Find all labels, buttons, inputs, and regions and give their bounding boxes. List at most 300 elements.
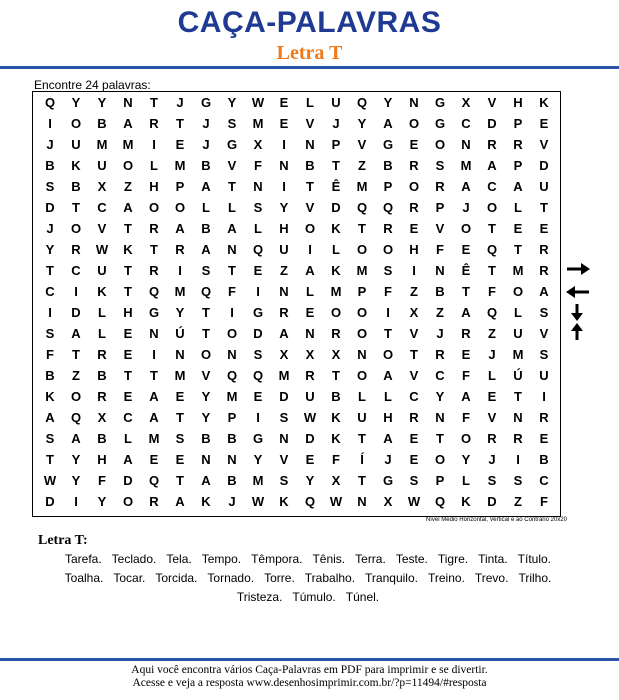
grid-letter[interactable]: R [149, 116, 159, 131]
grid-letter[interactable]: P [357, 284, 367, 299]
grid-letter[interactable]: L [254, 221, 262, 236]
grid-letter[interactable]: B [227, 473, 237, 488]
grid-letter[interactable]: X [97, 410, 107, 425]
grid-letter[interactable]: G [434, 116, 446, 131]
grid-letter[interactable]: B [45, 158, 55, 173]
grid-letter[interactable]: A [383, 368, 393, 383]
grid-letter[interactable]: N [201, 452, 211, 467]
grid-letter[interactable]: Y [461, 452, 471, 467]
grid-letter[interactable]: A [383, 116, 393, 131]
grid-letter[interactable]: J [228, 494, 236, 509]
grid-letter[interactable]: A [539, 284, 549, 299]
grid-letter[interactable]: C [45, 284, 55, 299]
grid-letter[interactable]: E [123, 347, 133, 362]
grid-letter[interactable]: R [461, 326, 471, 341]
grid-letter[interactable]: Q [252, 242, 264, 257]
grid-letter[interactable]: E [305, 305, 315, 320]
grid-letter[interactable]: A [123, 452, 133, 467]
grid-letter[interactable]: O [382, 347, 394, 362]
grid-letter[interactable]: O [122, 158, 134, 173]
grid-letter[interactable]: R [539, 242, 549, 257]
grid-letter[interactable]: O [382, 242, 394, 257]
grid-letter[interactable]: N [357, 494, 367, 509]
grid-letter[interactable]: N [279, 158, 289, 173]
grid-letter[interactable]: C [71, 263, 81, 278]
grid-letter[interactable]: N [305, 137, 315, 152]
grid-letter[interactable]: F [98, 473, 106, 488]
grid-letter[interactable]: S [227, 116, 237, 131]
grid-letter[interactable]: N [175, 347, 185, 362]
grid-letter[interactable]: O [434, 137, 446, 152]
grid-letter[interactable]: E [409, 221, 419, 236]
grid-letter[interactable]: C [123, 410, 133, 425]
grid-letter[interactable]: M [252, 473, 264, 488]
grid-letter[interactable]: T [176, 473, 184, 488]
grid-letter[interactable]: V [97, 221, 107, 236]
grid-letter[interactable]: X [409, 305, 419, 320]
grid-letter[interactable]: R [539, 410, 549, 425]
grid-letter[interactable]: I [48, 116, 52, 131]
grid-letter[interactable]: A [383, 431, 393, 446]
grid-letter[interactable]: R [305, 368, 315, 383]
grid-letter[interactable]: V [305, 116, 315, 131]
grid-letter[interactable]: T [124, 221, 132, 236]
grid-letter[interactable]: E [149, 452, 159, 467]
grid-letter[interactable]: L [306, 284, 314, 299]
grid-letter[interactable]: L [98, 326, 106, 341]
grid-letter[interactable]: E [279, 95, 289, 110]
grid-letter[interactable]: G [252, 431, 264, 446]
grid-letter[interactable]: R [149, 263, 159, 278]
grid-letter[interactable]: T [150, 368, 158, 383]
grid-letter[interactable]: R [149, 494, 159, 509]
grid-letter[interactable]: X [331, 347, 341, 362]
grid-letter[interactable]: S [409, 473, 419, 488]
grid-letter[interactable]: V [201, 368, 211, 383]
grid-letter[interactable]: E [175, 452, 185, 467]
grid-letter[interactable]: N [227, 452, 237, 467]
grid-letter[interactable]: W [251, 95, 265, 110]
grid-letter[interactable]: J [462, 200, 470, 215]
grid-letter[interactable]: K [461, 494, 471, 509]
grid-letter[interactable]: T [514, 389, 522, 404]
grid-letter[interactable]: E [409, 137, 419, 152]
grid-letter[interactable]: Z [436, 305, 444, 320]
grid-letter[interactable]: C [539, 473, 549, 488]
grid-letter[interactable]: F [488, 284, 496, 299]
grid-letter[interactable]: C [97, 200, 107, 215]
grid-letter[interactable]: E [409, 452, 419, 467]
grid-letter[interactable]: K [331, 263, 341, 278]
grid-letter[interactable]: E [539, 221, 549, 236]
grid-letter[interactable]: I [308, 242, 312, 257]
grid-letter[interactable]: E [253, 263, 263, 278]
grid-letter[interactable]: O [330, 305, 342, 320]
grid-letter[interactable]: U [513, 326, 523, 341]
grid-letter[interactable]: V [357, 137, 367, 152]
grid-letter[interactable]: O [70, 389, 82, 404]
grid-letter[interactable]: K [331, 410, 341, 425]
grid-letter[interactable]: E [513, 221, 523, 236]
grid-letter[interactable]: X [97, 179, 107, 194]
grid-letter[interactable]: Q [252, 368, 264, 383]
grid-letter[interactable]: D [279, 389, 289, 404]
grid-letter[interactable]: D [45, 200, 55, 215]
grid-letter[interactable]: M [226, 389, 238, 404]
grid-letter[interactable]: E [409, 431, 419, 446]
grid-letter[interactable]: O [460, 221, 472, 236]
grid-letter[interactable]: H [123, 305, 133, 320]
grid-letter[interactable]: H [383, 410, 393, 425]
grid-letter[interactable]: E [539, 116, 549, 131]
grid-letter[interactable]: M [356, 263, 368, 278]
grid-letter[interactable]: U [279, 242, 289, 257]
grid-letter[interactable]: Ê [331, 179, 341, 194]
grid-letter[interactable]: L [384, 389, 392, 404]
grid-letter[interactable]: M [512, 263, 524, 278]
grid-letter[interactable]: W [407, 494, 421, 509]
grid-letter[interactable]: D [487, 116, 497, 131]
grid-letter[interactable]: R [409, 410, 419, 425]
grid-letter[interactable]: R [175, 242, 185, 257]
grid-letter[interactable]: B [201, 431, 211, 446]
grid-letter[interactable]: Z [488, 326, 496, 341]
grid-letter[interactable]: N [123, 95, 133, 110]
grid-letter[interactable]: Y [435, 389, 445, 404]
grid-letter[interactable]: A [279, 326, 289, 341]
grid-letter[interactable]: A [513, 179, 523, 194]
grid-letter[interactable]: P [175, 179, 185, 194]
grid-letter[interactable]: G [226, 137, 238, 152]
grid-letter[interactable]: A [123, 116, 133, 131]
grid-letter[interactable]: N [279, 431, 289, 446]
grid-letter[interactable]: G [252, 305, 264, 320]
grid-letter[interactable]: N [149, 326, 159, 341]
grid-letter[interactable]: V [305, 200, 315, 215]
grid-letter[interactable]: L [202, 200, 210, 215]
grid-letter[interactable]: A [123, 200, 133, 215]
grid-letter[interactable]: T [514, 242, 522, 257]
grid-letter[interactable]: E [279, 116, 289, 131]
grid-letter[interactable]: U [97, 158, 107, 173]
grid-letter[interactable]: D [45, 494, 55, 509]
grid-letter[interactable]: J [46, 137, 54, 152]
grid-letter[interactable]: L [358, 389, 366, 404]
grid-letter[interactable]: V [539, 137, 549, 152]
grid-letter[interactable]: O [122, 494, 134, 509]
grid-letter[interactable]: I [412, 263, 416, 278]
grid-letter[interactable]: Y [201, 389, 211, 404]
grid-letter[interactable]: T [124, 263, 132, 278]
grid-letter[interactable]: Y [71, 452, 81, 467]
grid-letter[interactable]: Q [148, 473, 160, 488]
grid-letter[interactable]: Q [356, 200, 368, 215]
grid-letter[interactable]: L [306, 95, 314, 110]
grid-letter[interactable]: J [202, 137, 210, 152]
grid-letter[interactable]: T [150, 242, 158, 257]
grid-letter[interactable]: T [228, 179, 236, 194]
grid-letter[interactable]: Y [357, 116, 367, 131]
grid-letter[interactable]: I [516, 452, 520, 467]
grid-letter[interactable]: F [540, 494, 548, 509]
grid-letter[interactable]: L [462, 473, 470, 488]
grid-letter[interactable]: I [256, 410, 260, 425]
grid-letter[interactable]: L [332, 242, 340, 257]
grid-letter[interactable]: Y [253, 452, 263, 467]
grid-letter[interactable]: S [539, 305, 549, 320]
grid-letter[interactable]: U [331, 95, 341, 110]
grid-letter[interactable]: F [384, 284, 392, 299]
grid-letter[interactable]: I [74, 284, 78, 299]
grid-letter[interactable]: H [409, 242, 419, 257]
grid-letter[interactable]: B [201, 158, 211, 173]
grid-letter[interactable]: T [228, 263, 236, 278]
grid-letter[interactable]: V [435, 221, 445, 236]
grid-letter[interactable]: V [539, 326, 549, 341]
grid-letter[interactable]: Q [148, 284, 160, 299]
grid-letter[interactable]: R [149, 221, 159, 236]
grid-letter[interactable]: S [175, 431, 185, 446]
grid-letter[interactable]: L [124, 431, 132, 446]
grid-letter[interactable]: A [487, 158, 497, 173]
grid-letter[interactable]: H [513, 95, 523, 110]
grid-letter[interactable]: P [513, 158, 523, 173]
grid-letter[interactable]: C [487, 179, 497, 194]
grid-letter[interactable]: B [45, 368, 55, 383]
grid-letter[interactable]: R [487, 137, 497, 152]
grid-letter[interactable]: L [514, 200, 522, 215]
grid-letter[interactable]: U [305, 389, 315, 404]
grid-letter[interactable]: A [305, 263, 315, 278]
grid-letter[interactable]: W [251, 494, 265, 509]
grid-letter[interactable]: F [332, 452, 340, 467]
grid-letter[interactable]: L [514, 305, 522, 320]
grid-letter[interactable]: O [70, 221, 82, 236]
grid-letter[interactable]: P [435, 473, 445, 488]
grid-letter[interactable]: A [71, 326, 81, 341]
grid-letter[interactable]: K [201, 494, 211, 509]
grid-letter[interactable]: I [48, 305, 52, 320]
grid-letter[interactable]: R [513, 431, 523, 446]
grid-letter[interactable]: T [358, 431, 366, 446]
grid-letter[interactable]: M [512, 347, 524, 362]
grid-letter[interactable]: Y [45, 242, 55, 257]
grid-letter[interactable]: O [434, 452, 446, 467]
grid-letter[interactable]: D [487, 494, 497, 509]
grid-letter[interactable]: V [409, 368, 419, 383]
grid-letter[interactable]: T [462, 284, 470, 299]
grid-letter[interactable]: Z [72, 368, 80, 383]
grid-letter[interactable]: S [435, 158, 445, 173]
grid-letter[interactable]: B [331, 389, 341, 404]
grid-letter[interactable]: A [45, 410, 55, 425]
grid-letter[interactable]: N [435, 263, 445, 278]
grid-letter[interactable]: O [356, 305, 368, 320]
grid-letter[interactable]: A [201, 473, 211, 488]
grid-letter[interactable]: P [227, 410, 237, 425]
grid-letter[interactable]: O [486, 200, 498, 215]
grid-letter[interactable]: F [462, 410, 470, 425]
grid-letter[interactable]: T [488, 263, 496, 278]
grid-letter[interactable]: B [71, 179, 81, 194]
grid-letter[interactable]: I [230, 305, 234, 320]
grid-letter[interactable]: V [487, 95, 497, 110]
grid-letter[interactable]: S [45, 326, 55, 341]
grid-letter[interactable]: B [97, 116, 107, 131]
grid-letter[interactable]: T [488, 221, 496, 236]
grid-letter[interactable]: W [95, 242, 109, 257]
grid-letter[interactable]: S [253, 347, 263, 362]
grid-letter[interactable]: O [304, 221, 316, 236]
grid-letter[interactable]: S [201, 263, 211, 278]
grid-letter[interactable]: A [175, 221, 185, 236]
grid-letter[interactable]: Q [382, 200, 394, 215]
grid-letter[interactable]: B [305, 158, 315, 173]
grid-letter[interactable]: A [71, 431, 81, 446]
grid-letter[interactable]: A [461, 305, 471, 320]
grid-letter[interactable]: C [409, 389, 419, 404]
grid-letter[interactable]: N [409, 95, 419, 110]
grid-letter[interactable]: B [227, 431, 237, 446]
grid-letter[interactable]: V [409, 326, 419, 341]
grid-letter[interactable]: T [306, 179, 314, 194]
grid-letter[interactable]: T [202, 326, 210, 341]
grid-letter[interactable]: J [488, 452, 496, 467]
grid-letter[interactable]: S [45, 179, 55, 194]
grid-letter[interactable]: O [226, 326, 238, 341]
grid-letter[interactable]: B [97, 431, 107, 446]
grid-letter[interactable]: D [331, 200, 341, 215]
grid-letter[interactable]: I [282, 179, 286, 194]
grid-letter[interactable]: T [124, 284, 132, 299]
grid-letter[interactable]: A [461, 179, 471, 194]
grid-letter[interactable]: R [97, 389, 107, 404]
grid-letter[interactable]: P [513, 116, 523, 131]
grid-letter[interactable]: R [279, 305, 289, 320]
grid-letter[interactable]: E [487, 389, 497, 404]
grid-letter[interactable]: X [461, 95, 471, 110]
grid-letter[interactable]: F [436, 242, 444, 257]
grid-letter[interactable]: L [488, 368, 496, 383]
grid-letter[interactable]: I [282, 137, 286, 152]
grid-letter[interactable]: F [46, 347, 54, 362]
grid-letter[interactable]: W [303, 410, 317, 425]
grid-letter[interactable]: X [383, 494, 393, 509]
grid-letter[interactable]: J [332, 116, 340, 131]
grid-letter[interactable]: S [253, 200, 263, 215]
grid-letter[interactable]: S [513, 473, 523, 488]
grid-letter[interactable]: L [150, 158, 158, 173]
grid-letter[interactable]: G [382, 137, 394, 152]
grid-letter[interactable]: T [124, 368, 132, 383]
grid-letter[interactable]: Y [71, 95, 81, 110]
grid-letter[interactable]: Y [97, 494, 107, 509]
grid-letter[interactable]: Q [434, 494, 446, 509]
grid-letter[interactable]: T [202, 305, 210, 320]
grid-letter[interactable]: I [178, 263, 182, 278]
grid-letter[interactable]: E [123, 389, 133, 404]
grid-letter[interactable]: I [74, 494, 78, 509]
grid-letter[interactable]: Y [227, 95, 237, 110]
grid-letter[interactable]: Q [200, 284, 212, 299]
grid-letter[interactable]: E [123, 326, 133, 341]
grid-letter[interactable]: A [461, 389, 471, 404]
grid-letter[interactable]: H [97, 452, 107, 467]
grid-letter[interactable]: T [332, 158, 340, 173]
grid-letter[interactable]: X [253, 137, 263, 152]
grid-letter[interactable]: N [253, 179, 263, 194]
grid-letter[interactable]: G [434, 95, 446, 110]
grid-letter[interactable]: B [435, 284, 445, 299]
grid-letter[interactable]: H [279, 221, 289, 236]
grid-letter[interactable]: N [227, 347, 237, 362]
grid-letter[interactable]: C [461, 116, 471, 131]
grid-letter[interactable]: M [278, 368, 290, 383]
grid-letter[interactable]: V [227, 158, 237, 173]
grid-letter[interactable]: U [357, 410, 367, 425]
grid-letter[interactable]: D [305, 431, 315, 446]
grid-letter[interactable]: D [253, 326, 263, 341]
grid-letter[interactable]: O [512, 284, 524, 299]
grid-letter[interactable]: Ê [461, 263, 471, 278]
grid-letter[interactable]: Q [44, 95, 56, 110]
grid-letter[interactable]: G [382, 473, 394, 488]
grid-letter[interactable]: I [152, 347, 156, 362]
grid-letter[interactable]: K [331, 431, 341, 446]
grid-letter[interactable]: R [383, 221, 393, 236]
grid-letter[interactable]: Q [226, 368, 238, 383]
grid-letter[interactable]: B [97, 368, 107, 383]
grid-letter[interactable]: T [46, 263, 54, 278]
grid-letter[interactable]: C [435, 368, 445, 383]
grid-letter[interactable]: K [45, 389, 55, 404]
grid-letter[interactable]: K [97, 284, 107, 299]
grid-letter[interactable]: W [43, 473, 57, 488]
grid-letter[interactable]: A [201, 242, 211, 257]
grid-letter[interactable]: Y [175, 305, 185, 320]
grid-letter[interactable]: A [201, 179, 211, 194]
grid-letter[interactable]: O [148, 200, 160, 215]
grid-letter[interactable]: O [200, 347, 212, 362]
grid-letter[interactable]: I [256, 284, 260, 299]
grid-letter[interactable]: Y [71, 473, 81, 488]
grid-letter[interactable]: Z [358, 158, 366, 173]
grid-letter[interactable]: B [539, 452, 549, 467]
grid-letter[interactable]: F [228, 284, 236, 299]
grid-letter[interactable]: A [227, 221, 237, 236]
grid-letter[interactable]: T [358, 221, 366, 236]
grid-letter[interactable]: T [176, 410, 184, 425]
grid-letter[interactable]: X [305, 347, 315, 362]
grid-letter[interactable]: S [383, 263, 393, 278]
grid-letter[interactable]: S [45, 431, 55, 446]
grid-letter[interactable]: Z [124, 179, 132, 194]
grid-letter[interactable]: O [356, 368, 368, 383]
grid-letter[interactable]: H [149, 179, 159, 194]
grid-letter[interactable]: K [331, 221, 341, 236]
grid-letter[interactable]: D [71, 305, 81, 320]
grid-letter[interactable]: I [386, 305, 390, 320]
grid-letter[interactable]: N [227, 242, 237, 257]
grid-letter[interactable]: P [331, 137, 341, 152]
grid-letter[interactable]: J [176, 95, 184, 110]
grid-letter[interactable]: B [201, 221, 211, 236]
grid-letter[interactable]: M [356, 179, 368, 194]
grid-letter[interactable]: R [71, 242, 81, 257]
grid-letter[interactable]: E [461, 242, 471, 257]
grid-letter[interactable]: T [176, 116, 184, 131]
grid-letter[interactable]: T [358, 473, 366, 488]
